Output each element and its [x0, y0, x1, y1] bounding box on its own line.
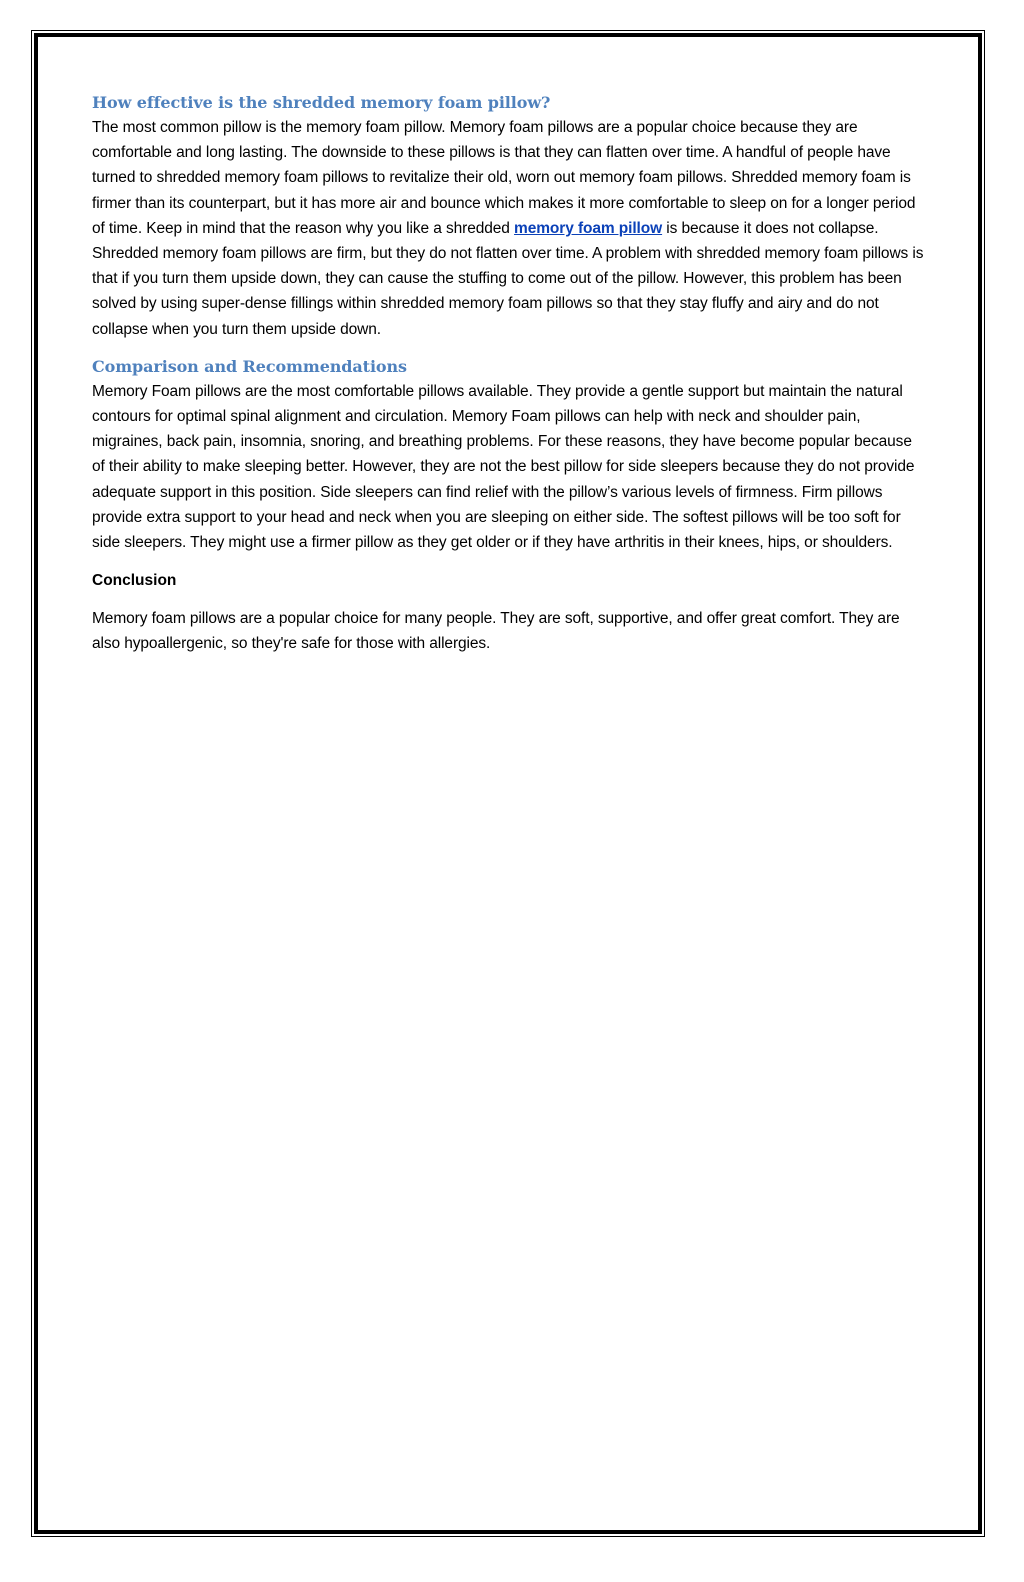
section-paragraph-shredded-pillow: [92, 115, 928, 342]
spacer: [92, 555, 928, 568]
section-heading-shredded-pillow: How effective is the shredded memory foam pillow?: [92, 93, 551, 112]
section-heading-comparison: Comparison and Recommendations: [92, 356, 407, 376]
section-paragraph-conclusion: Memory foam pillows are a popular choice for many people. They are soft, supportive, and offer great comfort. They are also hypoallergenic, so they're safe for those with allergies.: [92, 610, 900, 653]
paragraph-text-after-link: is because it does not collapse. Shredded memory foam pillows are firm, but they do not flatten over time. A problem with shredded memory foam pillows is that if you turn them upside down, they can cause the stuffing to come out of the pillow. However, this problem has been solved by using super-dense fillings within shredded memory foam pillows so that they stay fluffy and airy and do not collapse when you turn them upside down.: [92, 219, 924, 338]
section-heading-conclusion: Conclusion: [92, 572, 177, 590]
document-body: [92, 90, 928, 657]
memory-foam-pillow-link[interactable]: memory foam pillow: [514, 219, 663, 237]
spacer: [92, 593, 928, 606]
paragraph-text-before-link: The most common pillow is the memory foam pillow. Memory foam pillows are a popular choice because they are comfortable and long lasting. The downside to these pillows is that they can flatten over time. A handful of people have turned to shredded memory foam pillows to revitalize their old, worn out memory foam pillows. Shredded memory foam is firmer than its counterpart, but it has more air and bounce which makes it more comfortable to sleep on for a longer period of time. Keep in mind that the reason why you like a shredded: [92, 119, 916, 237]
section-paragraph-comparison: Memory Foam pillows are the most comfortable pillows available. They provide a gentle support but maintain the natural contours for optimal spinal alignment and circulation. Memory Foam pillows can help with neck and shoulder pain, migraines, back pain, insomnia, snoring, and breathing problems. For these reasons, they have become popular because of their ability to make sleeping better. However, they are not the best pillow for side sleepers because they do not provide adequate support in this position. Side sleepers can find relief with the pillow’s various levels of firmness. Firm pillows provide extra support to your head and neck when you are sleeping on either side. The softest pillows will be too soft for side sleepers. They might use a firmer pillow as they get older or if they have arthritis in their knees, hips, or shoulders.: [92, 382, 915, 552]
spacer: [92, 342, 928, 354]
